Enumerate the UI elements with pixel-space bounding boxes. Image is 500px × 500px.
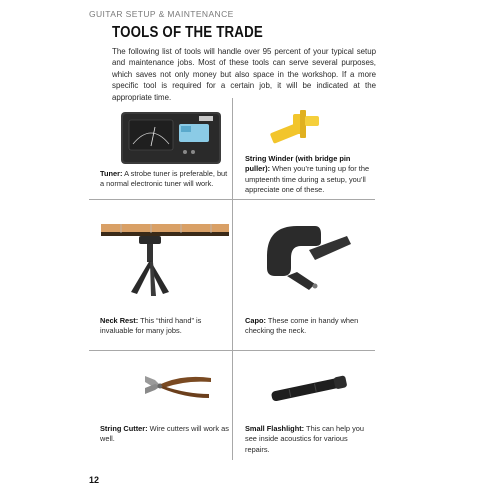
neck-rest-icon xyxy=(101,216,229,298)
flashlight-icon xyxy=(265,372,353,406)
neck-rest-caption xyxy=(100,316,226,337)
capo-icon xyxy=(257,216,357,298)
running-head: GUITAR SETUP & MAINTENANCE xyxy=(89,9,234,19)
page-title: TOOLS OF THE TRADE xyxy=(112,24,263,41)
capo-name: Capo: xyxy=(245,316,266,325)
string-winder-name: String Winder (with bridge pin puller): xyxy=(245,154,351,174)
tuner-caption xyxy=(100,169,232,190)
flashlight-caption xyxy=(245,424,373,455)
page-number: 12 xyxy=(89,475,100,485)
row-divider xyxy=(89,199,375,200)
string-cutter-name: String Cutter: xyxy=(100,424,148,433)
flashlight-desc: This can help you see inside acoustics for various repairs. xyxy=(245,424,364,454)
string-cutter-desc: Wire cutters will work as well. xyxy=(100,424,229,444)
string-winder-desc: When you’re tuning up for the umpteenth time during a setup, you’ll appreciate one of these. xyxy=(245,164,370,195)
tools-grid xyxy=(89,98,375,460)
string-winder-caption xyxy=(245,154,371,196)
string-cutter-icon xyxy=(141,368,215,408)
capo-caption xyxy=(245,316,371,337)
tuner-desc: A strobe tuner is preferable, but a normal electronic tuner will work. xyxy=(100,169,228,189)
flashlight-name: Small Flashlight: xyxy=(245,424,305,433)
string-winder-icon xyxy=(265,104,325,154)
row-divider xyxy=(89,350,375,351)
capo-desc: These come in handy when checking the neck. xyxy=(245,316,359,336)
tuner-icon xyxy=(119,108,223,168)
string-cutter-caption xyxy=(100,424,232,445)
tuner-name: Tuner: xyxy=(100,169,123,178)
neck-rest-name: Neck Rest: xyxy=(100,316,139,325)
column-divider xyxy=(232,98,233,460)
neck-rest-desc: This “third hand” is invaluable for many jobs. xyxy=(100,316,202,336)
intro-paragraph: The following list of tools will handle over 95 percent of your typical setup and maintenance jobs. Most of these tools can serve several purposes, which saves not only money but also space in the workshop. If a more specific tool is required for a certain job, it will be indicated at the appropriate time. xyxy=(112,47,376,102)
